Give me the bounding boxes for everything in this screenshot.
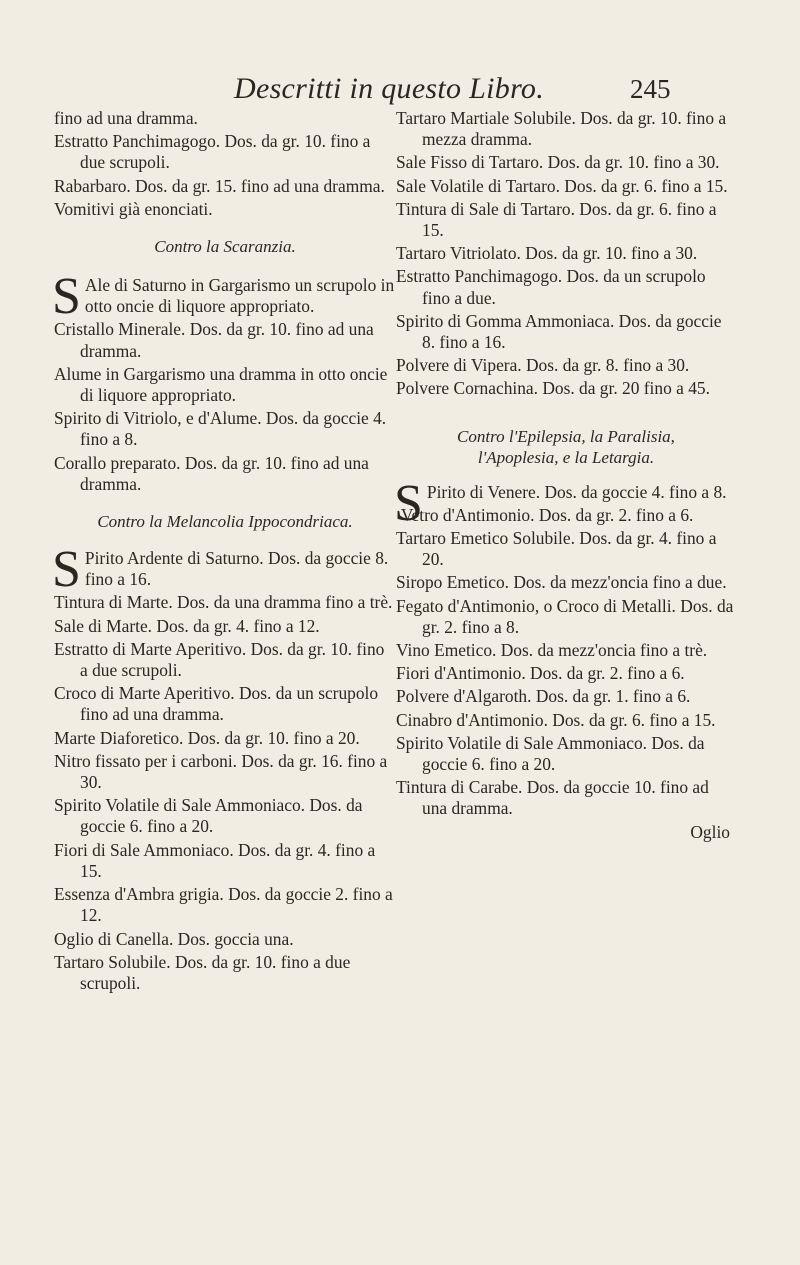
remedy-entry: Fegato d'Antimonio, o Croco di Metalli. Dos. da gr. 2. fino a 8. xyxy=(396,595,734,637)
remedy-entry: Sale di Marte. Dos. da gr. 4. fino a 12. xyxy=(54,615,320,636)
remedy-entry: Tartaro Emetico Solubile. Dos. da gr. 4. fino a 20. xyxy=(396,528,717,570)
remedy-entry: Fiori di Sale Ammoniaco. Dos. da gr. 4. fino a 15. xyxy=(54,839,376,881)
remedy-entry: Croco di Marte Aperitivo. Dos. da un scrupolo fino ad una dramma. xyxy=(54,683,379,725)
drop-cap: S xyxy=(52,268,81,326)
remedy-entry: Spirito di Vitriolo, e d'Alume. Dos. da goccie 4. fino a 8. xyxy=(54,408,387,450)
lead-text: Ale di Saturno in Gargarismo un scrupolo in otto oncie di liquore appropriato. xyxy=(84,275,395,317)
remedy-entry: Tartaro Vitriolato. Dos. da gr. 10. fino a 30. xyxy=(396,243,698,264)
remedy-entry: Oglio di Canella. Dos. goccia una. xyxy=(54,928,294,949)
section-heading-line: l'Apoplesia, e la Letargia. xyxy=(477,447,655,467)
section-lead-entry xyxy=(52,541,396,599)
remedy-entry: Sale Volatile di Tartaro. Dos. da gr. 6. fino a 15. xyxy=(396,175,728,196)
remedy-entry: Rabarbaro. Dos. da gr. 15. fino ad una dramma. xyxy=(54,175,385,196)
remedy-entry: Cinabro d'Antimonio. Dos. da gr. 6. fino a 15. xyxy=(396,709,716,730)
remedy-entry: Cristallo Minerale. Dos. da gr. 10. fino ad una dramma. xyxy=(54,319,374,361)
section-heading-line: Contro l'Epilepsia, la Paralisia, xyxy=(457,426,675,446)
section-heading-scaranzia: Contro la Scaranzia. xyxy=(154,237,296,257)
remedy-entry: fino ad una dramma. xyxy=(54,108,198,128)
remedy-entry: Siropo Emetico. Dos. da mezz'oncia fino a due. xyxy=(396,572,727,593)
remedy-entry: Nitro fissato per i carboni. Dos. da gr. 16. fino a 30. xyxy=(54,750,388,793)
running-title: Descritti in questo Libro. xyxy=(234,72,545,105)
remedy-entry: Alume in Gargarismo una dramma in otto oncie di liquore appropriato. xyxy=(54,363,388,406)
remedy-entry: Essenza d'Ambra grigia. Dos. da goccie 2. fino a 12. xyxy=(54,884,393,926)
drop-cap: S xyxy=(394,474,423,532)
remedy-entry: Vomitivi già enonciati. xyxy=(54,198,213,219)
remedy-entry: Sale Fisso di Tartaro. Dos. da gr. 10. fino a 30. xyxy=(396,152,720,173)
remedy-entry: Tintura di Carabe. Dos. da goccie 10. fino ad una dramma. xyxy=(396,777,709,819)
catchword: Oglio xyxy=(690,821,730,842)
page-number: 245 xyxy=(630,74,671,104)
remedy-entry: Estratto Panchimagogo. Dos. da gr. 10. fino a due scrupoli. xyxy=(54,131,371,173)
remedy-entry: Estratto Panchimagogo. Dos. da un scrupolo fino a due. xyxy=(396,266,706,308)
lead-text: Pirito di Venere. Dos. da goccie 4. fino a 8. xyxy=(426,481,727,502)
section-heading-melancolia: Contro la Melancolia Ippocondriaca. xyxy=(97,512,353,532)
remedy-entry: Spirito di Gomma Ammoniaca. Dos. da goccie 8. fino a 16. xyxy=(396,310,722,353)
remedy-entry: Tintura di Marte. Dos. da una dramma fino a trè. xyxy=(54,592,393,613)
remedy-entry: Tintura di Sale di Tartaro. Dos. da gr. 6. fino a 15. xyxy=(396,198,717,241)
lead-text: Pirito Ardente di Saturno. Dos. da goccie 8. fino a 16. xyxy=(84,548,389,590)
remedy-entry: Marte Diaforetico. Dos. da gr. 10. fino a 20. xyxy=(54,727,360,748)
remedy-entry: Tartaro Solubile. Dos. da gr. 10. fino a due scrupoli. xyxy=(54,951,351,993)
remedy-entry: Polvere di Vipera. Dos. da gr. 8. fino a 30. xyxy=(396,355,690,376)
remedy-entry: Spirito Volatile di Sale Ammoniaco. Dos. da goccie 6. fino a 20. xyxy=(54,795,363,837)
page-header xyxy=(0,72,800,112)
left-column xyxy=(54,108,396,996)
remedy-entry: Vetro d'Antimonio. Dos. da gr. 2. fino a 6. xyxy=(400,504,694,525)
remedy-entry: Vino Emetico. Dos. da mezz'oncia fino a trè. xyxy=(396,640,708,661)
section-lead-entry xyxy=(52,268,396,326)
remedy-entry: Tartaro Martiale Solubile. Dos. da gr. 10. fino a mezza dramma. xyxy=(396,108,727,150)
drop-cap: S xyxy=(52,541,81,599)
section-heading-epilepsia xyxy=(396,426,736,468)
remedy-entry: Fiori d'Antimonio. Dos. da gr. 2. fino a 6. xyxy=(396,663,685,684)
remedy-entry: Spirito Volatile di Sale Ammoniaco. Dos. da goccie 6. fino a 20. xyxy=(396,732,705,775)
remedy-entry: Corallo preparato. Dos. da gr. 10. fino ad una dramma. xyxy=(54,452,369,494)
remedy-entry: Estratto di Marte Aperitivo. Dos. da gr. 10. fino a due scrupoli. xyxy=(54,638,385,681)
remedy-entry: Polvere d'Algaroth. Dos. da gr. 1. fino a 6. xyxy=(396,686,691,707)
right-column xyxy=(396,108,736,843)
remedy-entry: Polvere Cornachina. Dos. da gr. 20 fino a 45. xyxy=(396,378,710,399)
